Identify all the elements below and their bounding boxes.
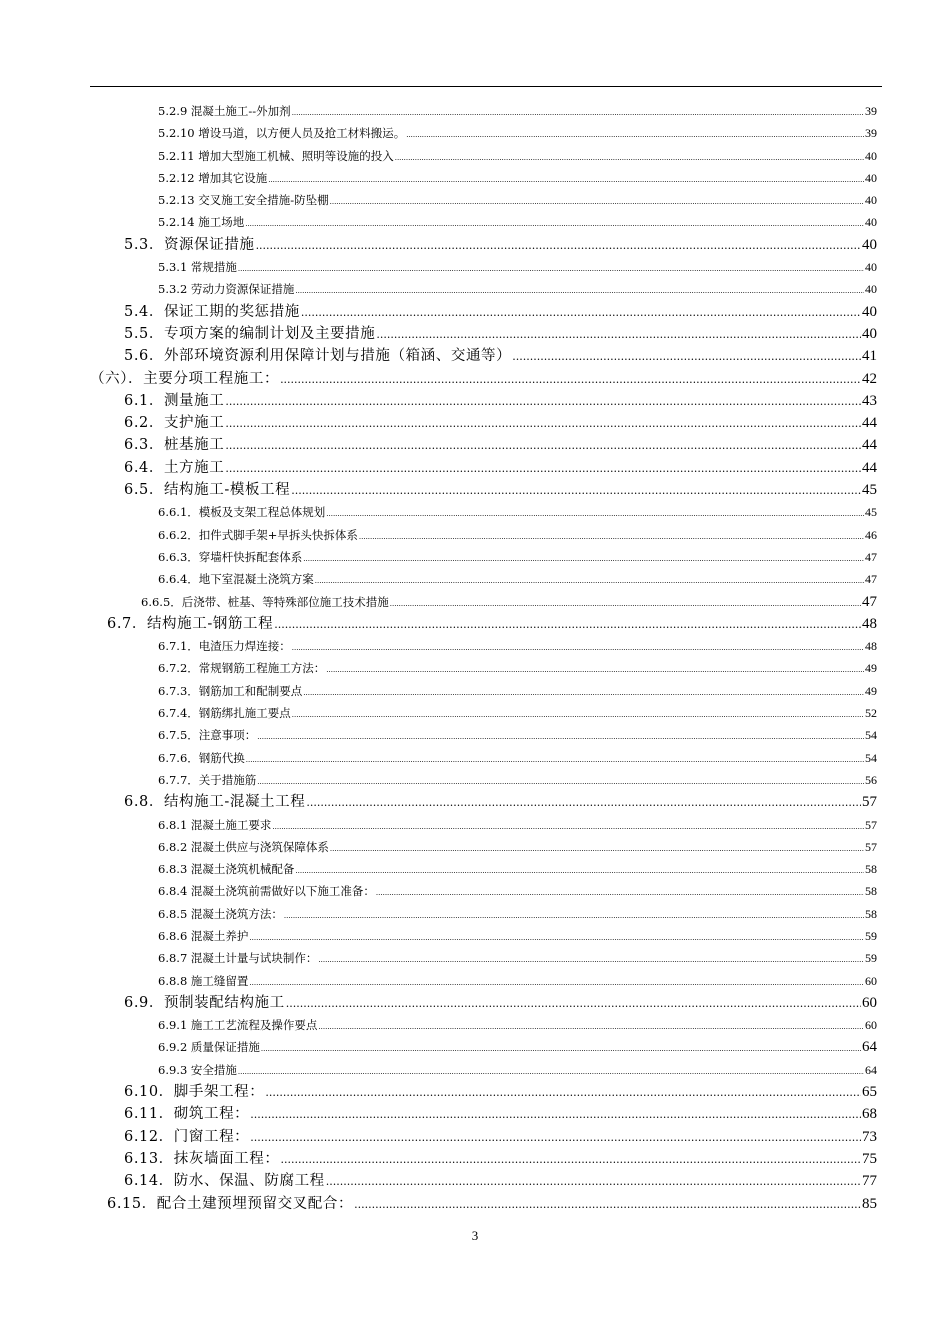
toc-entry[interactable] (0, 1170, 950, 1192)
toc-leader-dots (245, 213, 864, 233)
toc-entry[interactable] (0, 791, 950, 813)
toc-entry-title: 5.2.10 增设马道，以方便人员及抢工材料搬运。 (158, 126, 406, 141)
toc-leader-dots (318, 1016, 864, 1036)
toc-entry-page: 49 (865, 661, 877, 676)
toc-entry[interactable] (0, 301, 950, 323)
toc-entry-title: 6.1．测量施工 (124, 392, 225, 409)
toc-entry-page: 73 (862, 1128, 877, 1145)
page-number: 3 (471, 1228, 479, 1243)
toc-leader-dots (256, 235, 861, 256)
toc-entry-title: 6.9.2 质量保证措施 (158, 1040, 260, 1055)
toc-leader-dots (292, 704, 864, 724)
toc-entry[interactable] (0, 836, 950, 858)
toc-entry[interactable] (0, 947, 950, 969)
toc-entry-page: 39 (865, 104, 877, 118)
table-of-contents (0, 100, 950, 1215)
toc-entry-title: 6.6.2．扣件式脚手架+早拆头快拆体系 (158, 527, 358, 542)
toc-entry[interactable] (0, 167, 950, 189)
toc-entry-page: 48 (865, 639, 877, 654)
toc-entry-title: 6.9．预制装配结构施工 (124, 994, 285, 1011)
toc-entry-title: （六）．主要分项工程施工： (90, 370, 280, 387)
toc-entry-title: 6.8.8 施工缝留置 (158, 973, 249, 988)
toc-entry-title: 6.12．门窗工程： (124, 1128, 250, 1145)
toc-entry[interactable] (0, 100, 950, 122)
toc-leader-dots (291, 480, 861, 501)
toc-entry[interactable] (0, 635, 950, 657)
toc-entry-title: 6.10．脚手架工程： (124, 1084, 265, 1101)
toc-entry-page: 45 (862, 482, 877, 499)
toc-entry-page: 40 (865, 148, 877, 163)
toc-entry-page: 57 (862, 794, 877, 811)
toc-entry-title: 6.3．桩基施工 (124, 437, 225, 454)
toc-entry[interactable] (0, 278, 950, 300)
toc-entry-title: 6.8.6 混凝土养护 (158, 928, 249, 943)
toc-entry[interactable] (0, 1193, 950, 1215)
toc-entry-title: 6.8．结构施工-混凝土工程 (124, 794, 306, 811)
toc-entry-title: 6.2．支护施工 (124, 415, 225, 432)
toc-entry-title: 6.8.5 混凝土浇筑方法： (158, 906, 283, 921)
toc-entry-page: 60 (865, 973, 877, 988)
toc-entry[interactable] (0, 657, 950, 679)
toc-entry[interactable] (0, 368, 950, 390)
toc-entry[interactable] (0, 234, 950, 256)
toc-entry[interactable] (0, 1081, 950, 1103)
toc-entry[interactable] (0, 211, 950, 233)
toc-entry[interactable] (0, 189, 950, 211)
toc-entry-page: 57 (865, 817, 877, 832)
toc-entry[interactable] (0, 524, 950, 546)
toc-entry-title: 6.6.4．地下室混凝土浇筑方案 (158, 572, 314, 587)
toc-entry[interactable] (0, 390, 950, 412)
toc-entry-page: 85 (862, 1195, 877, 1212)
toc-leader-dots (261, 1038, 861, 1058)
toc-entry[interactable] (0, 345, 950, 367)
toc-leader-dots (292, 102, 864, 122)
toc-leader-dots (376, 324, 861, 345)
toc-leader-dots (326, 659, 864, 679)
toc-entry[interactable] (0, 1126, 950, 1148)
toc-leader-dots (257, 726, 864, 746)
toc-leader-dots (268, 169, 864, 189)
toc-entry-title: 6.7.2．常规钢筋工程施工方法： (158, 661, 326, 676)
toc-entry-title: 6.14．防水、保温、防腐工程 (124, 1173, 325, 1190)
toc-entry-page: 47 (862, 593, 877, 610)
toc-entry-page: 60 (862, 994, 877, 1011)
toc-entry-page: 45 (865, 505, 877, 520)
toc-entry-page: 54 (865, 728, 877, 743)
toc-entry-page: 49 (865, 683, 877, 698)
toc-entry[interactable] (0, 457, 950, 479)
toc-entry[interactable] (0, 858, 950, 880)
toc-entry-title: 6.8.4 混凝土浇筑前需做好以下施工准备： (158, 884, 375, 899)
toc-entry-title: 6.7.5．注意事项： (158, 728, 257, 743)
toc-entry-page: 48 (862, 615, 877, 632)
toc-entry-page: 40 (865, 215, 877, 230)
toc-entry-page: 58 (865, 906, 877, 921)
toc-entry-page: 59 (865, 928, 877, 943)
toc-entry-title: 5.6．外部环境资源利用保障计划与措施（箱涵、交通等） (124, 348, 512, 365)
toc-entry[interactable] (0, 880, 950, 902)
toc-leader-dots (284, 905, 864, 925)
toc-entry[interactable] (0, 724, 950, 746)
toc-entry[interactable] (0, 925, 950, 947)
toc-leader-dots (318, 949, 864, 969)
toc-entry-page: 52 (865, 706, 877, 721)
toc-entry-title: 5.2.13 交叉施工安全措施-防坠棚 (158, 193, 329, 208)
toc-leader-dots (249, 927, 864, 947)
toc-entry-title: 5.2.9 混凝土施工--外加剂 (158, 104, 291, 118)
toc-leader-dots (315, 570, 864, 590)
toc-entry[interactable] (0, 992, 950, 1014)
toc-entry-page: 47 (865, 572, 877, 587)
toc-leader-dots (295, 860, 864, 880)
toc-entry-title: 5.2.14 施工场地 (158, 215, 245, 230)
toc-entry[interactable] (0, 1148, 950, 1170)
toc-entry-page: 56 (865, 772, 877, 787)
toc-entry-title: 5.3.2 劳动力资源保证措施 (158, 282, 295, 297)
toc-entry[interactable] (0, 970, 950, 992)
toc-leader-dots (295, 280, 864, 300)
toc-leader-dots (359, 526, 864, 546)
toc-leader-dots (250, 1104, 861, 1125)
toc-leader-dots (292, 637, 864, 657)
toc-entry-title: 5.3.1 常规措施 (158, 260, 237, 275)
toc-entry[interactable] (0, 412, 950, 434)
toc-entry-page: 40 (865, 282, 877, 297)
toc-leader-dots (390, 593, 861, 613)
toc-entry-page: 77 (862, 1173, 877, 1190)
toc-entry-page: 40 (862, 303, 877, 320)
toc-entry-page: 39 (865, 126, 877, 141)
toc-entry-title: 6.8.2 混凝土供应与浇筑保障体系 (158, 839, 329, 854)
toc-entry-page: 58 (865, 862, 877, 877)
toc-entry-page: 59 (865, 951, 877, 966)
toc-entry-title: 6.5．结构施工-模板工程 (124, 482, 291, 499)
toc-entry[interactable] (0, 1036, 950, 1058)
toc-entry[interactable] (0, 501, 950, 523)
toc-entry-page: 57 (865, 839, 877, 854)
toc-leader-dots (225, 413, 861, 434)
toc-leader-dots (246, 749, 864, 769)
toc-entry-page: 65 (862, 1084, 877, 1101)
toc-entry[interactable] (0, 434, 950, 456)
toc-leader-dots (286, 993, 861, 1014)
toc-entry[interactable] (0, 1014, 950, 1036)
toc-entry-title: 6.7.4．钢筋绑扎施工要点 (158, 706, 291, 721)
toc-entry-page: 44 (862, 415, 877, 432)
toc-entry[interactable] (0, 747, 950, 769)
toc-entry-page: 40 (862, 325, 877, 342)
toc-entry[interactable] (0, 323, 950, 345)
toc-leader-dots (376, 882, 864, 902)
toc-entry-page: 41 (862, 348, 877, 365)
toc-entry[interactable] (0, 1103, 950, 1125)
toc-leader-dots (303, 548, 864, 568)
toc-entry-page: 40 (865, 193, 877, 208)
toc-entry-title: 6.13．抹灰墙面工程： (124, 1150, 280, 1167)
toc-entry-title: 5.2.11 增加大型施工机械、照明等设施的投入 (158, 148, 394, 163)
toc-entry-page: 40 (865, 170, 877, 185)
toc-entry-title: 6.7．结构施工-钢筋工程 (107, 615, 274, 632)
toc-entry[interactable] (0, 680, 950, 702)
toc-entry-page: 68 (862, 1106, 877, 1123)
toc-entry-title: 6.9.1 施工工艺流程及操作要点 (158, 1018, 318, 1033)
toc-leader-dots (238, 258, 864, 278)
toc-entry-title: 6.7.3．钢筋加工和配制要点 (158, 683, 303, 698)
toc-leader-dots (250, 1127, 861, 1148)
toc-entry-title: 6.7.1．电渣压力焊连接： (158, 639, 291, 654)
toc-entry[interactable] (0, 613, 950, 635)
toc-entry-title: 5.5．专项方案的编制计划及主要措施 (124, 325, 376, 342)
toc-entry-page: 47 (865, 549, 877, 564)
toc-leader-dots (354, 1194, 861, 1215)
toc-leader-dots (406, 124, 864, 144)
toc-entry-title: 6.15．配合土建预埋预留交叉配合： (107, 1195, 354, 1212)
toc-leader-dots (395, 147, 864, 167)
toc-leader-dots (272, 816, 864, 836)
toc-entry[interactable] (0, 546, 950, 568)
toc-entry-title: 6.8.3 混凝土浇筑机械配备 (158, 862, 295, 877)
toc-leader-dots (330, 191, 864, 211)
toc-entry-title: 5.3．资源保证措施 (124, 236, 255, 253)
toc-entry-title: 6.6.5．后浇带、桩基、等特殊部位施工技术措施 (141, 594, 389, 609)
toc-entry-page: 40 (865, 260, 877, 275)
toc-entry-title: 6.9.3 安全措施 (158, 1062, 237, 1077)
toc-entry-title: 5.2.12 增加其它设施 (158, 170, 268, 185)
toc-leader-dots (280, 369, 861, 390)
toc-entry[interactable] (0, 814, 950, 836)
toc-entry-page: 64 (865, 1062, 877, 1077)
toc-leader-dots (225, 435, 861, 456)
toc-leader-dots (280, 1149, 861, 1170)
toc-entry-title: 6.7.7．关于措施筋 (158, 772, 257, 787)
toc-leader-dots (225, 391, 861, 412)
toc-entry-title: 6.4．土方施工 (124, 459, 225, 476)
toc-entry[interactable] (0, 145, 950, 167)
toc-entry-page: 46 (865, 527, 877, 542)
toc-entry[interactable] (0, 702, 950, 724)
toc-leader-dots (274, 614, 861, 635)
toc-entry-title: 6.6.1．模板及支架工程总体规划 (158, 505, 326, 520)
toc-leader-dots (326, 1171, 861, 1192)
toc-entry-page: 44 (862, 437, 877, 454)
toc-entry-page: 58 (865, 884, 877, 899)
toc-leader-dots (301, 302, 861, 323)
toc-entry-page: 60 (865, 1018, 877, 1033)
toc-entry-page: 44 (862, 459, 877, 476)
header-rule (90, 86, 882, 87)
toc-leader-dots (265, 1082, 861, 1103)
toc-leader-dots (512, 346, 861, 367)
toc-entry[interactable] (0, 479, 950, 501)
toc-entry-title: 6.7.6．钢筋代换 (158, 750, 245, 765)
toc-leader-dots (326, 503, 864, 523)
toc-entry[interactable] (0, 1059, 950, 1081)
toc-leader-dots (303, 682, 864, 702)
toc-entry-title: 5.4．保证工期的奖惩措施 (124, 303, 300, 320)
toc-entry-title: 6.6.3．穿墙杆快拆配套体系 (158, 549, 303, 564)
toc-entry[interactable] (0, 769, 950, 791)
toc-entry-page: 64 (862, 1039, 877, 1056)
toc-entry[interactable] (0, 122, 950, 144)
toc-leader-dots (257, 771, 864, 791)
toc-entry-page: 43 (862, 392, 877, 409)
toc-leader-dots (238, 1061, 864, 1081)
toc-entry[interactable] (0, 591, 950, 613)
toc-entry-title: 6.8.1 混凝土施工要求 (158, 817, 272, 832)
toc-entry-page: 42 (862, 370, 877, 387)
toc-entry[interactable] (0, 568, 950, 590)
toc-entry-page: 40 (862, 236, 877, 253)
toc-leader-dots (306, 792, 861, 813)
toc-leader-dots (249, 972, 864, 992)
toc-entry-title: 6.8.7 混凝土计量与试块制作： (158, 951, 318, 966)
toc-entry[interactable] (0, 256, 950, 278)
toc-leader-dots (225, 458, 861, 479)
toc-leader-dots (330, 838, 864, 858)
toc-entry-page: 75 (862, 1150, 877, 1167)
toc-entry-page: 54 (865, 750, 877, 765)
toc-entry[interactable] (0, 903, 950, 925)
toc-entry-title: 6.11．砌筑工程： (124, 1106, 250, 1123)
